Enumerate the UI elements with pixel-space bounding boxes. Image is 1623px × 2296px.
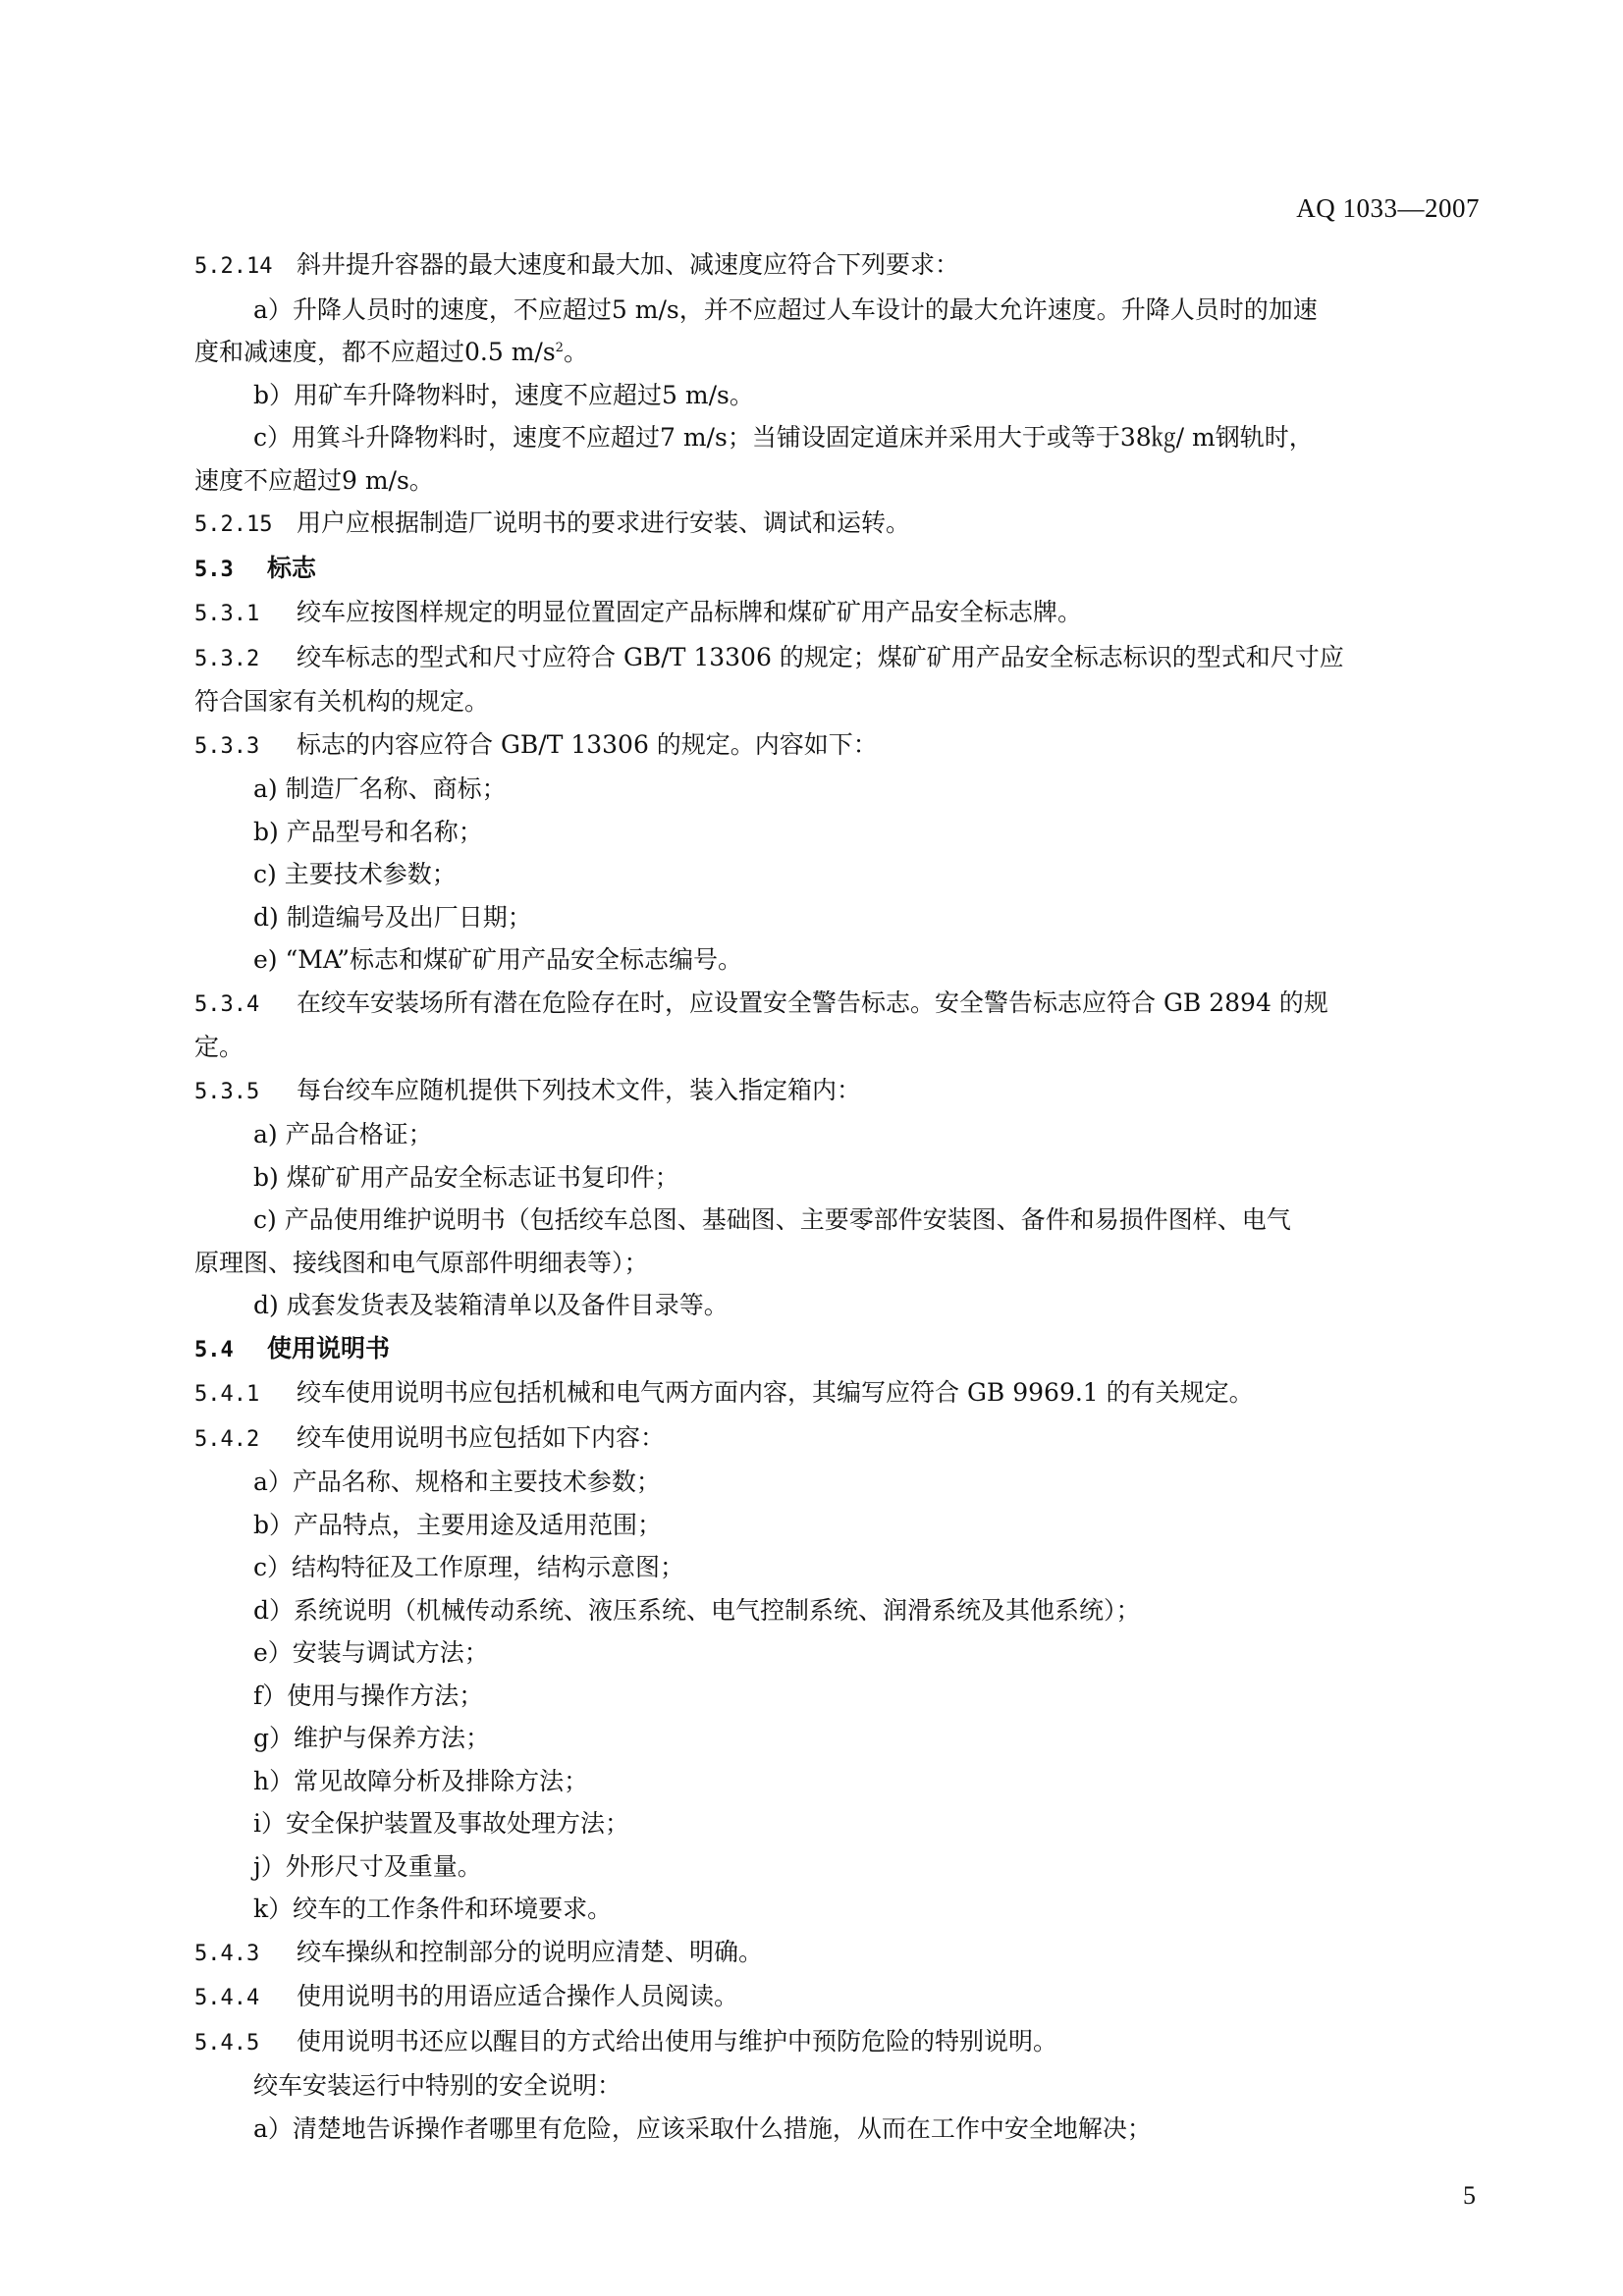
- list-item: b）用矿车升降物料时，速度不应超过5 m/s。: [253, 380, 754, 409]
- clause-number: 5.2.15: [194, 512, 273, 537]
- clause-text: 绞车应按图样规定的明显位置固定产品标牌和煤矿矿用产品安全标志牌。: [297, 598, 1083, 626]
- list-item: a）升降人员时的速度，不应超过5 m/s，并不应超过人车设计的最大允许速度。升降人员时的加速: [253, 294, 1318, 324]
- section-heading-5-4: [194, 1327, 1479, 1372]
- clause-5-4-2: [194, 1416, 1479, 1462]
- list-item: d) 成套发货表及装箱清单以及备件目录等。: [253, 1291, 729, 1319]
- continuation-line: 定。: [194, 1033, 244, 1061]
- clause-5-4-1: [194, 1371, 1479, 1416]
- clause-number: 5.3.2: [194, 646, 260, 671]
- list-item: c) 主要技术参数；: [253, 860, 457, 888]
- clause-5-2-14: [194, 243, 1479, 289]
- continuation-line: 速度不应超过9 m/s。: [194, 465, 434, 495]
- clause-number: 5.4.1: [194, 1382, 260, 1407]
- clause-text: 绞车操纵和控制部分的说明应清楚、明确。: [297, 1937, 764, 1966]
- superscript: 2: [555, 341, 564, 355]
- list-item: e) “MA”标志和煤矿矿用产品安全标志编号。: [253, 945, 743, 974]
- clause-text: 在绞车安装场所有潜在危险存在时，应设置安全警告标志。安全警告标志应符合 GB 2894 的规: [297, 988, 1328, 1017]
- list-item: c）用箕斗升降物料时，速度不应超过7 m/s；当铺设固定道床并采用大于或等于38㎏/ m钢轨时，: [253, 423, 1314, 452]
- section-number: 5.3: [194, 557, 234, 582]
- clause-number: 5.3.5: [194, 1079, 260, 1104]
- clause-5-3-5: [194, 1069, 1479, 1114]
- section-title: 标志: [267, 553, 317, 582]
- clause-text: 标志的内容应符合 GB/T 13306 的规定。内容如下：: [297, 729, 878, 759]
- section-title: 使用说明书: [267, 1333, 391, 1362]
- list-item: a）产品名称、规格和主要技术参数；: [253, 1468, 661, 1496]
- section-heading-5-3: [194, 547, 1479, 592]
- clause-number: 5.3.3: [194, 733, 260, 759]
- clause-text: 绞车使用说明书应包括机械和电气两方面内容，其编写应符合 GB 9969.1 的有关规定。: [297, 1378, 1254, 1407]
- clause-5-4-4: [194, 1975, 1479, 2020]
- continuation-line: 原理图、接线图和电气原部件明细表等）；: [194, 1248, 649, 1277]
- list-item: b) 煤矿矿用产品安全标志证书复印件；: [253, 1162, 679, 1192]
- clause-number: 5.4.4: [194, 1986, 260, 2010]
- clause-number: 5.4.5: [194, 2030, 260, 2056]
- clause-5-4-3: [194, 1931, 1479, 1976]
- clause-text: 用户应根据制造厂说明书的要求进行安装、调试和运转。: [297, 508, 911, 537]
- clause-5-3-2: [194, 636, 1479, 681]
- list-item: b) 产品型号和名称；: [253, 817, 483, 846]
- clause-5-3-1: [194, 591, 1479, 636]
- clause-number: 5.2.14: [194, 254, 273, 279]
- list-item: f）使用与操作方法；: [253, 1681, 484, 1710]
- list-item: g）维护与保养方法；: [253, 1724, 491, 1752]
- page-number: 5: [1463, 2181, 1476, 2210]
- list-item: e）安装与调试方法；: [253, 1638, 489, 1667]
- list-item: b）产品特点，主要用途及适用范围；: [253, 1510, 663, 1539]
- list-item: j）外形尺寸及重量。: [253, 1851, 482, 1881]
- list-item: a) 产品合格证；: [253, 1120, 433, 1148]
- list-item: a）清楚地告诉操作者哪里有危险，应该采取什么措施，从而在工作中安全地解决；: [253, 2113, 1152, 2143]
- clause-text: 每台绞车应随机提供下列技术文件，装入指定箱内：: [297, 1075, 862, 1104]
- list-item: i）安全保护装置及事故处理方法；: [253, 1809, 629, 1838]
- clause-number: 5.3.4: [194, 991, 260, 1017]
- clause-5-3-3: [194, 723, 1479, 769]
- clause-number: 5.3.1: [194, 602, 260, 626]
- list-item: d) 制造编号及出厂日期；: [253, 902, 532, 932]
- paragraph-line: 绞车安装运行中特别的安全说明：: [253, 2071, 622, 2100]
- clause-5-3-4: [194, 982, 1479, 1027]
- clause-number: 5.4.3: [194, 1941, 260, 1966]
- document-body: [194, 243, 1479, 2150]
- clause-text: 使用说明书的用语应适合操作人员阅读。: [297, 1982, 739, 2010]
- clause-text: 绞车使用说明书应包括如下内容：: [297, 1422, 666, 1452]
- continuation-line: 符合国家有关机构的规定。: [194, 687, 490, 716]
- clause-5-2-15: [194, 502, 1479, 547]
- list-item: c）结构特征及工作原理，结构示意图；: [253, 1553, 685, 1581]
- list-item: k）绞车的工作条件和环境要求。: [253, 1895, 613, 1923]
- continuation-line: 度和减速度，都不应超过0.5 $m/s^2$。: [194, 338, 588, 366]
- clause-text: 使用说明书还应以醒目的方式给出使用与维护中预防危险的特别说明。: [297, 2026, 1058, 2056]
- list-item: c) 产品使用维护说明书（包括绞车总图、基础图、主要零部件安装图、备件和易损件图样、电气: [253, 1205, 1291, 1234]
- section-number: 5.4: [194, 1337, 234, 1362]
- clause-5-4-5: [194, 2020, 1479, 2065]
- list-item: a) 制造厂名称、商标；: [253, 774, 507, 803]
- clause-number: 5.4.2: [194, 1426, 260, 1452]
- clause-text: 斜井提升容器的最大速度和最大加、减速度应符合下列要求：: [297, 250, 960, 279]
- list-item: d）系统说明（机械传动系统、液压系统、电气控制系统、润滑系统及其他系统）；: [253, 1595, 1141, 1625]
- standard-code-header: AQ 1033—2007: [1296, 193, 1480, 223]
- clause-text: 绞车标志的型式和尺寸应符合 GB/T 13306 的规定；煤矿矿用产品安全标志标识的型式和尺寸应: [297, 642, 1344, 671]
- list-item: h）常见故障分析及排除方法；: [253, 1766, 589, 1795]
